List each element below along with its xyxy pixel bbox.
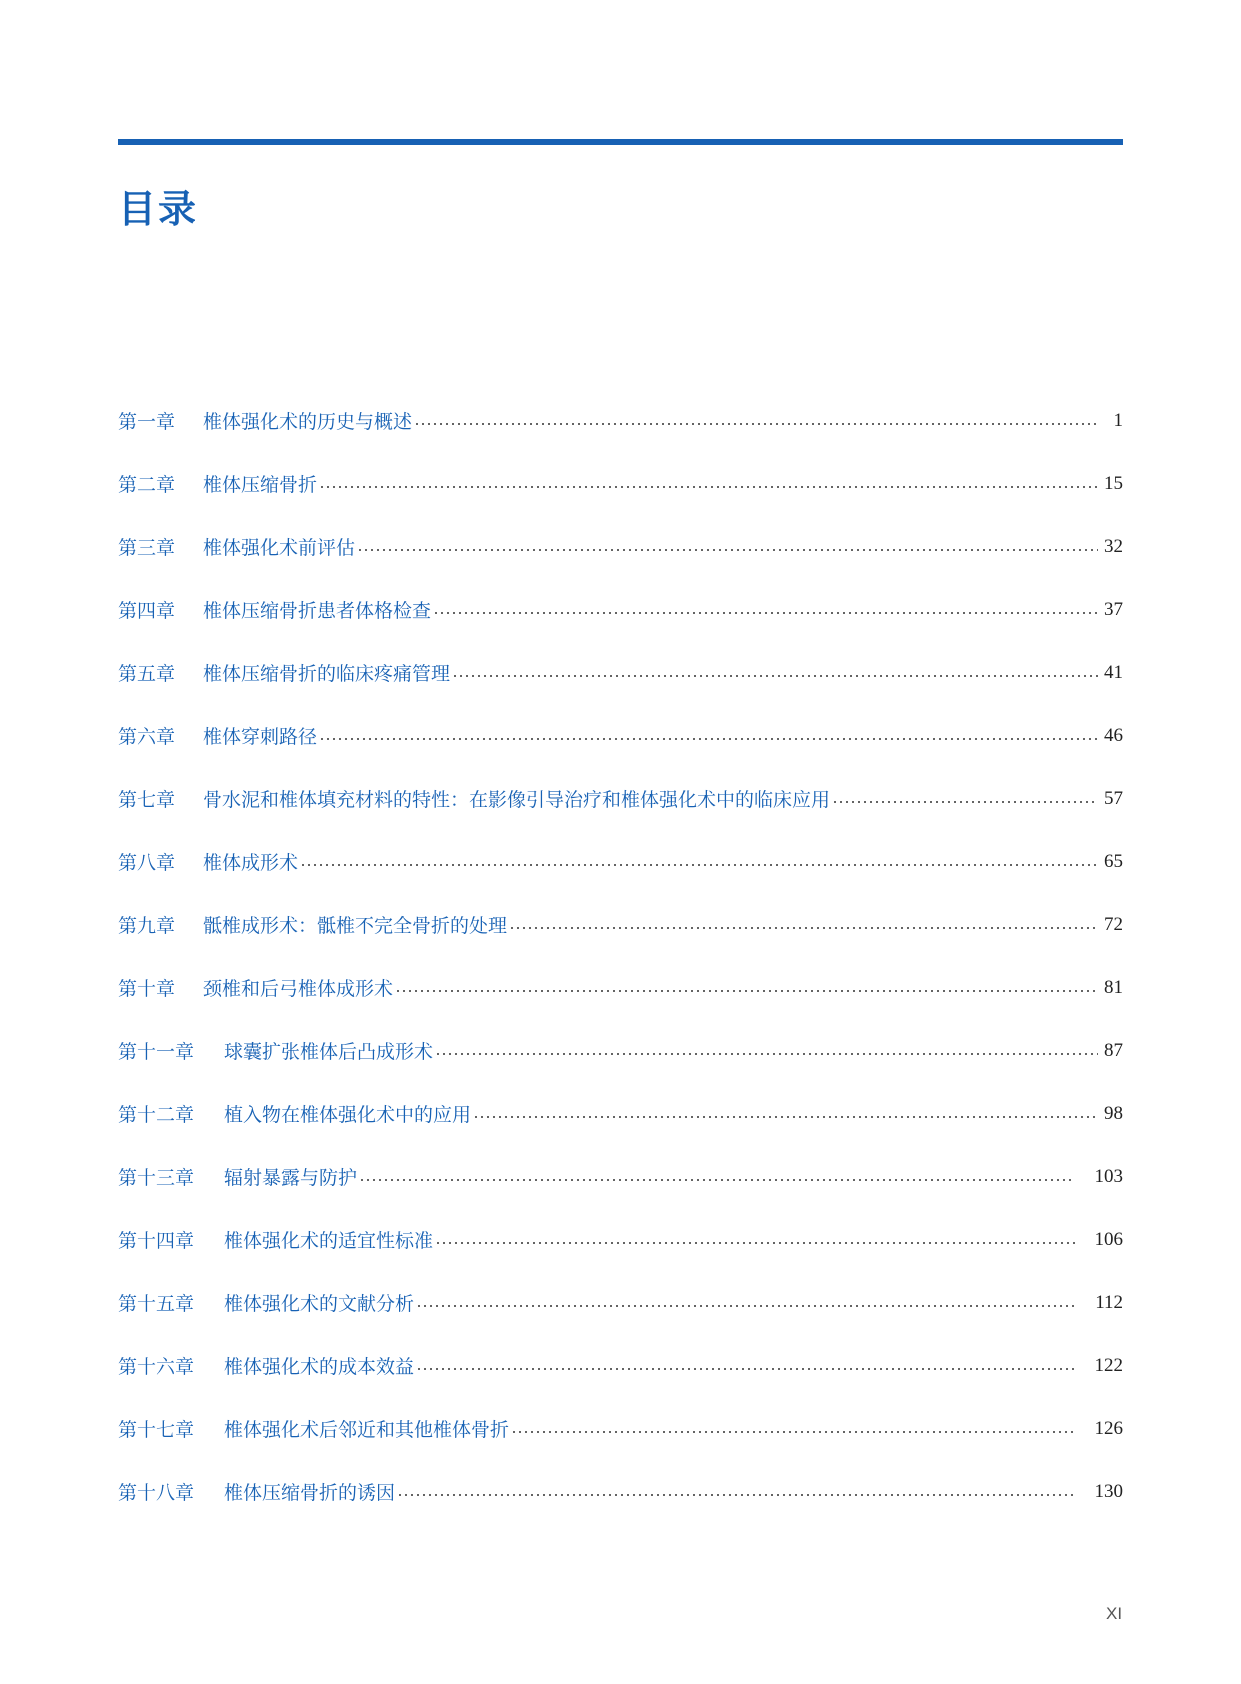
- toc-entry-13[interactable]: [118, 1145, 1123, 1208]
- page-number: 1: [1113, 409, 1123, 431]
- page-number: 32: [1104, 535, 1123, 557]
- chapter-title: 椎体成形术: [203, 852, 299, 874]
- header-rule: [118, 139, 1123, 145]
- chapter-title: 椎体压缩骨折患者体格检查: [203, 600, 432, 622]
- chapter-label: 第十一章: [118, 1041, 195, 1063]
- chapter-label: 第四章: [118, 600, 176, 622]
- dot-leader: [397, 1494, 1075, 1496]
- chapter-title: 椎体强化术的文献分析: [224, 1293, 415, 1315]
- toc-entry-15[interactable]: [118, 1271, 1123, 1334]
- chapter-label: 第六章: [118, 726, 176, 748]
- chapter-label: 第十六章: [118, 1356, 195, 1378]
- page-number: 15: [1104, 472, 1123, 494]
- table-of-contents: [118, 389, 1123, 1523]
- dot-leader: [473, 1116, 1098, 1118]
- page-number: 130: [1094, 1480, 1123, 1502]
- page-number: 41: [1104, 661, 1123, 683]
- toc-entry-4[interactable]: [118, 578, 1123, 641]
- dot-leader: [452, 675, 1098, 677]
- page-number: 37: [1104, 598, 1123, 620]
- page-title: 目录: [118, 187, 199, 231]
- chapter-label: 第十五章: [118, 1293, 195, 1315]
- page-number: 103: [1094, 1165, 1123, 1187]
- toc-entry-11[interactable]: [118, 1019, 1123, 1082]
- chapter-title: 辐射暴露与防护: [224, 1167, 358, 1189]
- dot-leader: [416, 1368, 1075, 1370]
- chapter-title: 球囊扩张椎体后凸成形术: [224, 1041, 434, 1063]
- toc-entry-9[interactable]: [118, 893, 1123, 956]
- chapter-label: 第一章: [118, 411, 176, 433]
- chapter-label: 第七章: [118, 789, 176, 811]
- chapter-label: 第十七章: [118, 1419, 195, 1441]
- chapter-title: 椎体压缩骨折: [203, 474, 318, 496]
- chapter-title: 椎体压缩骨折的诱因: [224, 1482, 396, 1504]
- dot-leader: [414, 423, 1099, 425]
- chapter-label: 第九章: [118, 915, 176, 937]
- page-number: 112: [1095, 1291, 1123, 1313]
- toc-entry-2[interactable]: [118, 452, 1123, 515]
- dot-leader: [357, 549, 1098, 551]
- toc-entry-7[interactable]: [118, 767, 1123, 830]
- toc-entry-5[interactable]: [118, 641, 1123, 704]
- chapter-label: 第十八章: [118, 1482, 195, 1504]
- toc-entry-17[interactable]: [118, 1397, 1123, 1460]
- page-number: 65: [1104, 850, 1123, 872]
- toc-entry-12[interactable]: [118, 1082, 1123, 1145]
- page-number: 46: [1104, 724, 1123, 746]
- page-number: 106: [1094, 1228, 1123, 1250]
- toc-entry-3[interactable]: [118, 515, 1123, 578]
- dot-leader: [300, 864, 1098, 866]
- dot-leader: [359, 1179, 1075, 1181]
- dot-leader: [319, 738, 1098, 740]
- page-number: 87: [1104, 1039, 1123, 1061]
- dot-leader: [509, 927, 1098, 929]
- page-number: 72: [1104, 913, 1123, 935]
- chapter-title: 椎体强化术的成本效益: [224, 1356, 415, 1378]
- chapter-label: 第八章: [118, 852, 176, 874]
- page-number: 126: [1094, 1417, 1123, 1439]
- dot-leader: [832, 801, 1098, 803]
- page-folio: XI: [1106, 1604, 1123, 1623]
- chapter-title: 颈椎和后弓椎体成形术: [203, 978, 394, 1000]
- chapter-label: 第十四章: [118, 1230, 195, 1252]
- dot-leader: [433, 612, 1098, 614]
- toc-entry-18[interactable]: [118, 1460, 1123, 1523]
- dot-leader: [319, 486, 1098, 488]
- dot-leader: [416, 1305, 1075, 1307]
- chapter-title: 植入物在椎体强化术中的应用: [224, 1104, 472, 1126]
- dot-leader: [511, 1431, 1075, 1433]
- page-number: 98: [1104, 1102, 1123, 1124]
- chapter-label: 第二章: [118, 474, 176, 496]
- dot-leader: [395, 990, 1098, 992]
- chapter-title: 椎体穿刺路径: [203, 726, 318, 748]
- dot-leader: [435, 1242, 1075, 1244]
- page-number: 81: [1104, 976, 1123, 998]
- chapter-label: 第十二章: [118, 1104, 195, 1126]
- toc-entry-16[interactable]: [118, 1334, 1123, 1397]
- chapter-title: 椎体压缩骨折的临床疼痛管理: [203, 663, 451, 685]
- chapter-label: 第十章: [118, 978, 176, 1000]
- page-number: 57: [1104, 787, 1123, 809]
- chapter-label: 第三章: [118, 537, 176, 559]
- chapter-title: 椎体强化术的历史与概述: [203, 411, 413, 433]
- toc-entry-6[interactable]: [118, 704, 1123, 767]
- toc-entry-1[interactable]: [118, 389, 1123, 452]
- toc-entry-10[interactable]: [118, 956, 1123, 1019]
- chapter-label: 第十三章: [118, 1167, 195, 1189]
- chapter-title: 椎体强化术后邻近和其他椎体骨折: [224, 1419, 510, 1441]
- page-number: 122: [1094, 1354, 1123, 1376]
- chapter-title: 骶椎成形术：骶椎不完全骨折的处理: [203, 915, 508, 937]
- chapter-title: 骨水泥和椎体填充材料的特性：在影像引导治疗和椎体强化术中的临床应用: [203, 789, 831, 811]
- chapter-title: 椎体强化术前评估: [203, 537, 356, 559]
- chapter-title: 椎体强化术的适宜性标准: [224, 1230, 434, 1252]
- chapter-label: 第五章: [118, 663, 176, 685]
- dot-leader: [435, 1053, 1098, 1055]
- toc-entry-14[interactable]: [118, 1208, 1123, 1271]
- toc-entry-8[interactable]: [118, 830, 1123, 893]
